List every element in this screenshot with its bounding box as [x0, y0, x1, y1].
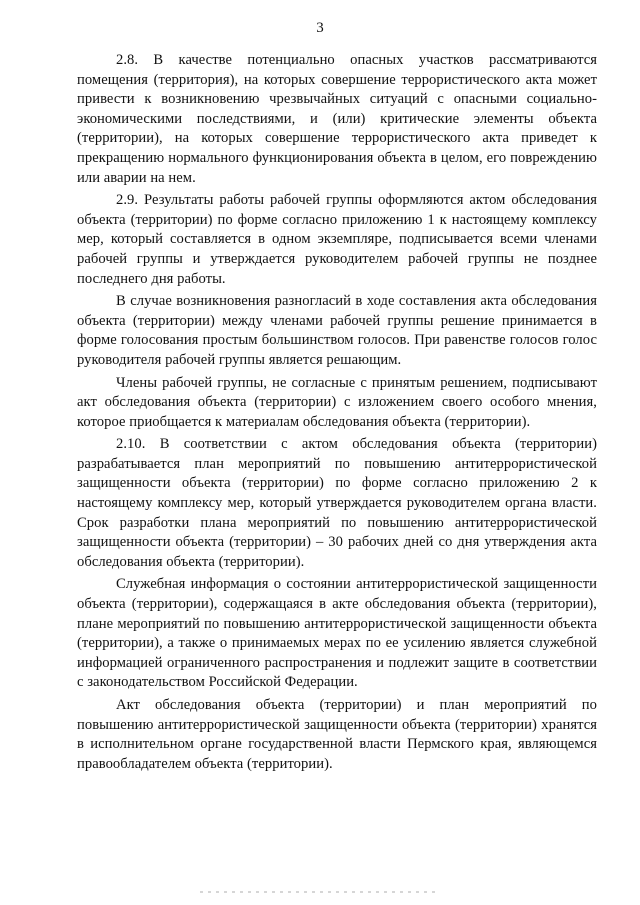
scan-artifact-line [200, 891, 440, 893]
page-number: 3 [316, 20, 324, 36]
paragraph-2-9: 2.9. Результаты работы рабочей группы оформляются актом обследования объекта (территории) по форме согласно приложению 1 к настоящему комплексу мер, который составляется в одном экземпляре, подписывается всеми членами рабочей группы и утверждается руководителем рабочей группы не позднее последнего дня работы. [77, 192, 597, 287]
paragraph-2-10: 2.10. В соответствии с актом обследования объекта (территории) разрабатывается план мероприятий по повышению антитеррористической защищенности объекта (территории) по форме согласно приложению 2 к настоящему комплексу мер, который утверждается руководителем органа власти. Срок разработки плана мероприятий по повышению антитеррористической защищенности объекта (территории) – 30 рабочих дней со дня утверждения акта обследования объекта (территории). [77, 436, 597, 570]
paragraph-disagreement: В случае возникновения разногласий в ходе составления акта обследования объекта (территории) между членами рабочей группы решение принимается в форме голосования простым большинством голосов. При равенстве голосов голос руководителя рабочей группы является решающим. [77, 293, 597, 368]
paragraph-dissenting-members: Члены рабочей группы, не согласные с принятым решением, подписывают акт обследования объекта (территории) с изложением своего особого мнения, которое приобщается к материалам обследования объекта (территории). [77, 374, 597, 430]
paragraph-2-8: 2.8. В качестве потенциально опасных участков рассматриваются помещения (территория), на которых совершение террористического акта может привести к возникновению чрезвычайных ситуаций с опасными социально-экономическими последствиями, и (или) критические элементы объекта (территории), на которых совершение террористического акта приведет к прекращению нормального функционирования объекта в целом, его повреждению или аварии на нем. [77, 52, 597, 186]
paragraph-service-information: Служебная информация о состоянии антитеррористической защищенности объекта (территории), содержащаяся в акте обследования объекта (территории), плане мероприятий по повышению антитеррористической защищенности объекта (территории), а также о принимаемых мерах по ее усилению является служебной информацией ограниченного распространения и подлежит защите в соответствии с законодательством Российской Федерации. [77, 576, 597, 691]
paragraph-storage: Акт обследования объекта (территории) и план мероприятий по повышению антитеррористической защищенности объекта (территории) хранятся в исполнительном органе государственной власти Пермского края, являющемся правообладателем объекта (территории). [77, 697, 597, 772]
document-body [77, 51, 597, 777]
